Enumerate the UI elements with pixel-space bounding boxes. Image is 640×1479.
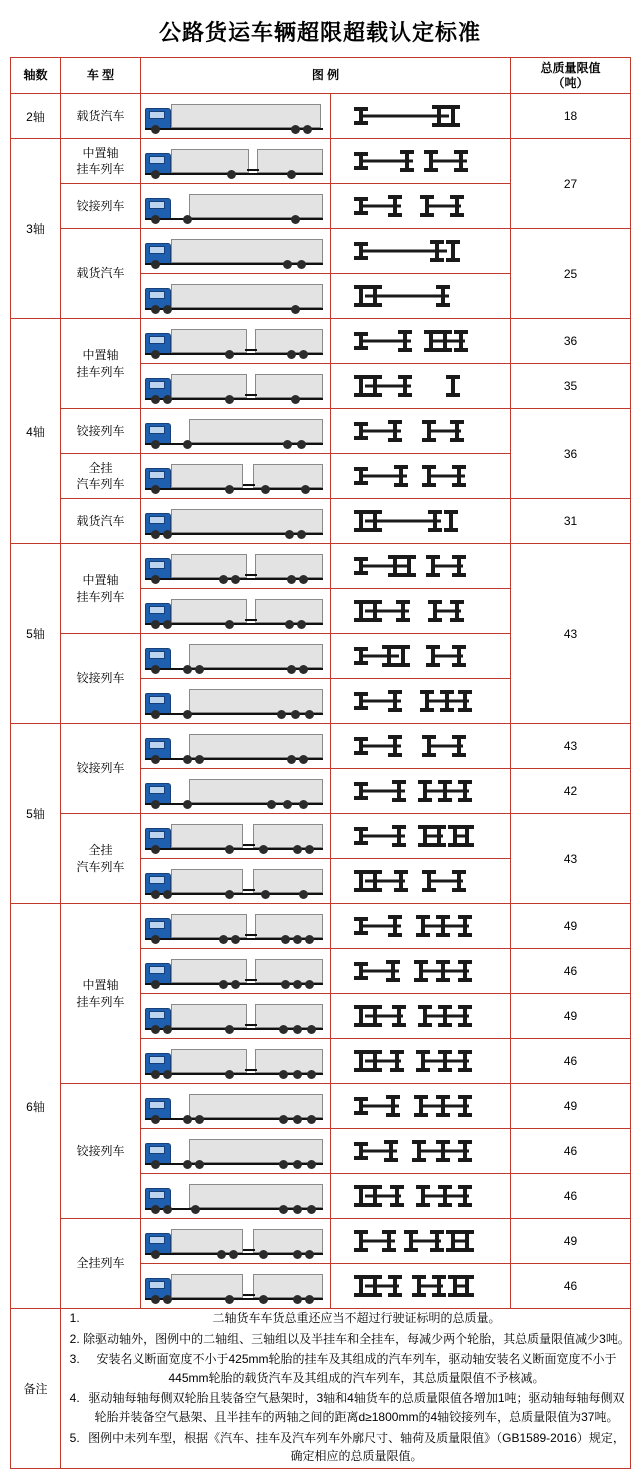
vehicle-type-cell [61, 814, 141, 904]
vehicle-type-cell: 载货汽车 [61, 499, 141, 544]
table-row [11, 1219, 631, 1264]
axle-count-cell: 6轴 [11, 904, 61, 1309]
figure-cell [141, 904, 511, 949]
table-row [11, 229, 631, 274]
truck-illustration [141, 724, 331, 768]
truck-illustration [141, 634, 331, 678]
vehicle-type-cell: 全挂列车 [61, 1219, 141, 1309]
col-mass-limit-line2: （吨） [552, 75, 589, 90]
axle-schematic [331, 274, 510, 318]
figure-cell [141, 139, 511, 184]
mass-limit-cell: 43 [511, 544, 631, 724]
vehicle-type-cell: 铰接列车 [61, 184, 141, 229]
axle-schematic [331, 544, 510, 588]
figure-cell [141, 724, 511, 769]
figure-cell [141, 814, 511, 859]
table-row [11, 1084, 631, 1129]
mass-limit-cell: 43 [511, 814, 631, 904]
figure-cell [141, 679, 511, 724]
mass-limit-cell: 46 [511, 949, 631, 994]
axle-schematic [331, 634, 510, 678]
table-header [11, 58, 631, 94]
vehicle-type-cell [61, 544, 141, 634]
figure-cell [141, 1129, 511, 1174]
mass-limit-cell: 46 [511, 1129, 631, 1174]
truck-illustration [141, 589, 331, 633]
axle-schematic [331, 1219, 510, 1263]
col-mass-limit [511, 58, 631, 94]
truck-illustration [141, 499, 331, 543]
axle-schematic [331, 949, 510, 993]
standards-table [10, 57, 631, 1469]
table-row [11, 904, 631, 949]
truck-illustration [141, 139, 331, 183]
truck-illustration [141, 544, 331, 588]
mass-limit-cell: 46 [511, 1264, 631, 1309]
mass-limit-cell: 46 [511, 1039, 631, 1084]
vehicle-type-line2: 挂车列车 [76, 994, 125, 1009]
mass-limit-cell: 25 [511, 229, 631, 319]
mass-limit-cell: 31 [511, 499, 631, 544]
axle-schematic [331, 814, 510, 858]
figure-cell [141, 589, 511, 634]
mass-limit-cell: 18 [511, 94, 631, 139]
axle-schematic [331, 724, 510, 768]
mass-limit-cell: 35 [511, 364, 631, 409]
list-item: 5. 图例中未列车型，根据《汽车、挂车及汽车列车外廓尺寸、轴荷及质量限值》（GB1589-2016）规定，确定相应的总质量限值。 [83, 1429, 630, 1466]
figure-cell [141, 454, 511, 499]
col-axles: 轴数 [11, 58, 61, 94]
figure-cell [141, 1219, 511, 1264]
axle-count-cell: 5轴 [11, 724, 61, 904]
table-row [11, 724, 631, 769]
col-figure: 图 例 [141, 58, 511, 94]
vehicle-type-line1: 全挂 [88, 460, 113, 475]
truck-illustration [141, 229, 331, 273]
vehicle-type-line1: 中置轴 [82, 978, 119, 993]
mass-limit-cell: 43 [511, 724, 631, 769]
axle-schematic [331, 679, 510, 723]
vehicle-type-cell [61, 319, 141, 409]
figure-cell [141, 949, 511, 994]
axle-schematic [331, 589, 510, 633]
figure-cell [141, 409, 511, 454]
figure-cell [141, 364, 511, 409]
axle-schematic [331, 139, 510, 183]
list-item: 3. 安装名义断面宽度不小于425mm轮胎的挂车及其组成的汽车列车，驱动轴安装名义断面宽度不小于445mm轮胎的载货汽车及其组成的汽车列车，其总质量限值不予核减。 [83, 1350, 630, 1387]
axle-schematic [331, 904, 510, 948]
axle-schematic [331, 1129, 510, 1173]
truck-illustration [141, 769, 331, 813]
figure-cell [141, 1174, 511, 1219]
axle-schematic [331, 1084, 510, 1128]
truck-illustration [141, 814, 331, 858]
truck-illustration [141, 184, 331, 228]
vehicle-type-cell: 载货汽车 [61, 229, 141, 319]
truck-illustration [141, 94, 331, 138]
page-title: 公路货运车辆超限超载认定标准 [158, 20, 481, 45]
axle-schematic [331, 994, 510, 1038]
list-item: 4. 驱动轴每轴每侧双轮胎且装备空气悬架时，3轴和4轴货车的总质量限值各增加1吨；驱动轴每轴每侧双轮胎并装备空气悬架、且半挂车的两轴之间的距离d≥1800mm的4轴铰接列车，总质量限值为37吨。 [83, 1389, 630, 1426]
mass-limit-cell: 36 [511, 409, 631, 499]
vehicle-type-cell: 铰接列车 [61, 409, 141, 454]
table-row [11, 94, 631, 139]
axle-schematic [331, 499, 510, 543]
notes-list [61, 1309, 630, 1466]
figure-cell [141, 499, 511, 544]
axle-count-cell: 3轴 [11, 139, 61, 319]
mass-limit-cell: 49 [511, 904, 631, 949]
truck-illustration [141, 1039, 331, 1083]
figure-cell [141, 229, 511, 274]
axle-schematic [331, 1174, 510, 1218]
table-row [11, 409, 631, 454]
list-item: 2. 除驱动轴外，图例中的二轴组、三轴组以及半挂车和全挂车，每减少两个轮胎，其总质量限值减少3吨。 [83, 1330, 630, 1349]
axle-schematic [331, 769, 510, 813]
axle-schematic [331, 409, 510, 453]
mass-limit-cell: 49 [511, 1219, 631, 1264]
figure-cell [141, 859, 511, 904]
mass-limit-cell: 27 [511, 139, 631, 229]
figure-cell [141, 994, 511, 1039]
table-row [11, 544, 631, 589]
vehicle-type-line2: 挂车列车 [76, 364, 125, 379]
vehicle-type-cell: 载货汽车 [61, 94, 141, 139]
table-row [11, 139, 631, 184]
axle-schematic [331, 859, 510, 903]
vehicle-type-cell: 铰接列车 [61, 634, 141, 724]
notes-label: 备注 [11, 1309, 61, 1469]
truck-illustration [141, 949, 331, 993]
axle-schematic [331, 184, 510, 228]
truck-illustration [141, 859, 331, 903]
vehicle-type-cell [61, 904, 141, 1084]
table-body [11, 94, 631, 1469]
vehicle-type-line2: 汽车列车 [76, 859, 125, 874]
vehicle-type-line1: 中置轴 [82, 573, 119, 588]
truck-illustration [141, 1084, 331, 1128]
mass-limit-cell: 36 [511, 319, 631, 364]
truck-illustration [141, 994, 331, 1038]
vehicle-type-line2: 挂车列车 [76, 162, 125, 176]
figure-cell [141, 1039, 511, 1084]
figure-cell [141, 544, 511, 589]
col-mass-limit-line1: 总质量限值 [540, 61, 601, 76]
axle-count-cell: 5轴 [11, 544, 61, 724]
axle-schematic [331, 454, 510, 498]
mass-limit-cell: 46 [511, 1174, 631, 1219]
truck-illustration [141, 1219, 331, 1263]
vehicle-type-line1: 中置轴 [82, 348, 119, 363]
truck-illustration [141, 1264, 331, 1308]
table-row [11, 814, 631, 859]
figure-cell [141, 1264, 511, 1309]
vehicle-type-cell [61, 139, 141, 184]
truck-illustration [141, 319, 331, 363]
vehicle-type-line1: 全挂 [88, 843, 113, 858]
table-row [11, 499, 631, 544]
axle-count-cell: 4轴 [11, 319, 61, 544]
axle-schematic [331, 1039, 510, 1083]
vehicle-type-line1: 中置轴 [82, 145, 119, 160]
notes-body [61, 1309, 631, 1469]
vehicle-type-cell: 铰接列车 [61, 724, 141, 814]
figure-cell [141, 769, 511, 814]
truck-illustration [141, 364, 331, 408]
figure-cell [141, 1084, 511, 1129]
vehicle-type-line2: 挂车列车 [76, 589, 125, 604]
vehicle-type-line2: 汽车列车 [76, 477, 125, 491]
axle-schematic [331, 229, 510, 273]
axle-schematic [331, 364, 510, 408]
truck-illustration [141, 274, 331, 318]
mass-limit-cell: 49 [511, 994, 631, 1039]
axle-schematic [331, 1264, 510, 1308]
figure-cell [141, 184, 511, 229]
truck-illustration [141, 409, 331, 453]
col-vehicle-type: 车 型 [61, 58, 141, 94]
vehicle-type-cell [61, 454, 141, 499]
figure-cell [141, 94, 511, 139]
vehicle-type-cell: 铰接列车 [61, 1084, 141, 1219]
truck-illustration [141, 1129, 331, 1173]
truck-illustration [141, 904, 331, 948]
figure-cell [141, 319, 511, 364]
mass-limit-cell: 49 [511, 1084, 631, 1129]
truck-illustration [141, 454, 331, 498]
truck-illustration [141, 679, 331, 723]
truck-illustration [141, 1174, 331, 1218]
axle-schematic [331, 319, 510, 363]
axle-schematic [331, 94, 510, 138]
mass-limit-cell: 42 [511, 769, 631, 814]
table-row [11, 319, 631, 364]
notes-row [11, 1309, 631, 1469]
list-item: 1. 二轴货车车货总重还应当不超过行驶证标明的总质量。 [83, 1309, 630, 1328]
header-row [11, 58, 631, 94]
figure-cell [141, 274, 511, 319]
figure-cell [141, 634, 511, 679]
axle-count-cell: 2轴 [11, 94, 61, 139]
